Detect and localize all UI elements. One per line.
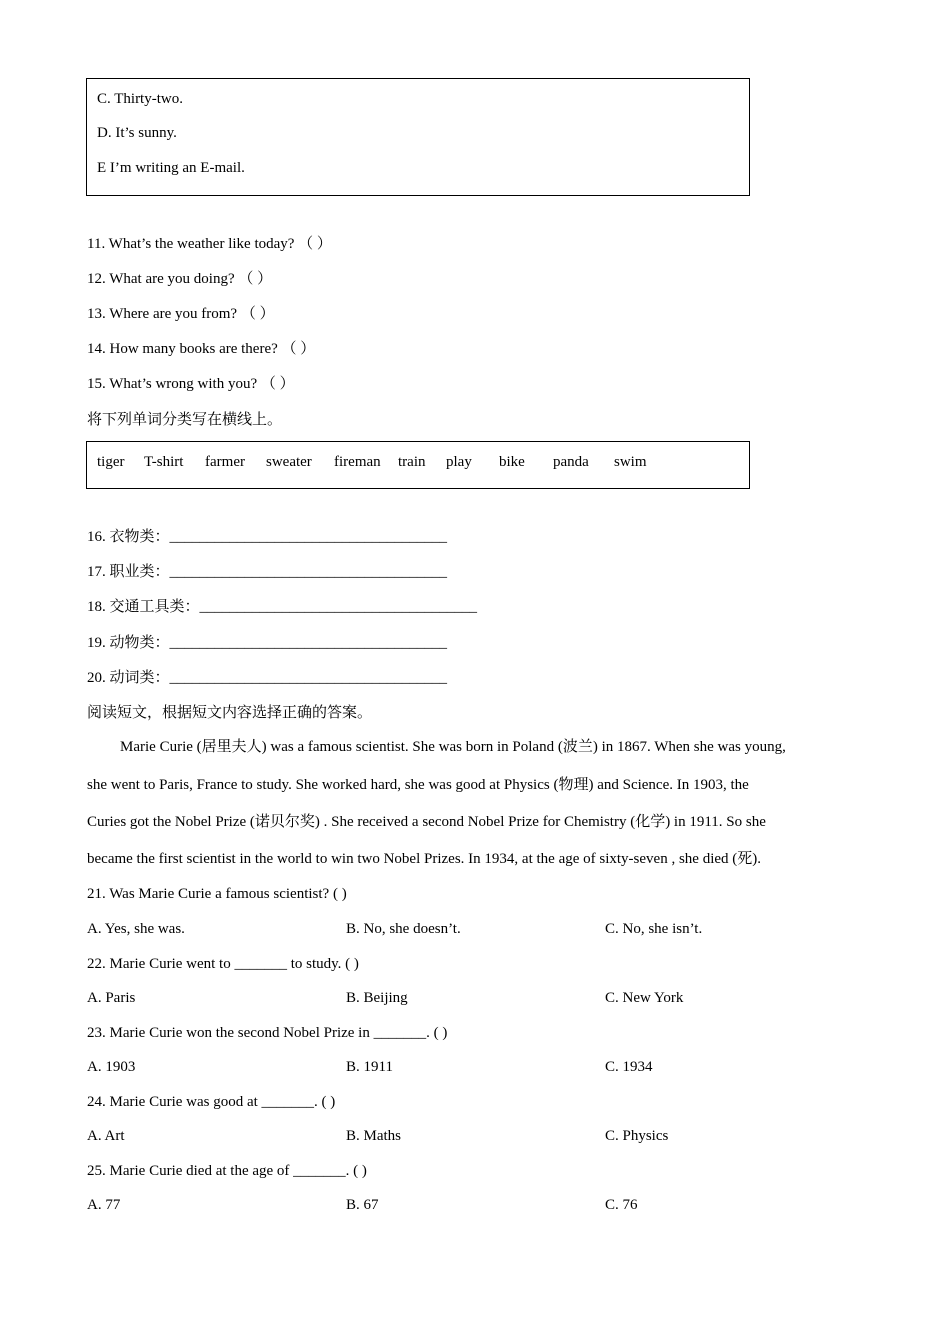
word-bank-item: swim xyxy=(614,454,647,470)
word-bank-item: sweater xyxy=(266,454,312,470)
q21-option-c: C. No, she isn’t. xyxy=(605,921,703,937)
q23-option-b: B. 1911 xyxy=(346,1059,393,1075)
word-bank-item: play xyxy=(446,454,472,470)
option-d: D. It’s sunny. xyxy=(97,125,177,141)
question-12: 12. What are you doing? （ ） xyxy=(87,271,273,287)
answer-options-box xyxy=(86,78,750,196)
q24-option-b: B. Maths xyxy=(346,1128,402,1144)
classify-item-17: 17. 职业类：_____________________________________ xyxy=(87,564,448,580)
classify-item-16: 16. 衣物类：_____________________________________ xyxy=(87,529,448,545)
word-bank-item: tiger xyxy=(97,454,125,470)
question-15: 15. What’s wrong with you? （ ） xyxy=(87,376,295,392)
classify-instruction: 将下列单词分类写在横线上。 xyxy=(87,412,283,428)
option-c: C. Thirty-two. xyxy=(97,91,183,107)
word-bank-item: fireman xyxy=(334,454,381,470)
reading-question-24: 24. Marie Curie was good at _______. ( ) xyxy=(87,1094,336,1110)
q22-option-b: B. Beijing xyxy=(346,990,408,1006)
q25-option-a: A. 77 xyxy=(87,1197,121,1213)
classify-item-20: 20. 动词类：_____________________________________ xyxy=(87,670,448,686)
word-bank-item: farmer xyxy=(205,454,245,470)
q23-option-c: C. 1934 xyxy=(605,1059,653,1075)
question-14: 14. How many books are there? （ ） xyxy=(87,341,316,357)
word-bank-item: train xyxy=(398,454,426,470)
q24-option-c: C. Physics xyxy=(605,1128,669,1144)
passage-line: Marie Curie (居里夫人) was a famous scientist. She was born in Poland (波兰) in 1867. When she was young, xyxy=(120,739,786,755)
reading-question-22: 22. Marie Curie went to _______ to study. ( ) xyxy=(87,956,359,972)
word-bank-item: panda xyxy=(553,454,589,470)
q21-option-b: B. No, she doesn’t. xyxy=(346,921,461,937)
reading-question-25: 25. Marie Curie died at the age of _______. ( ) xyxy=(87,1163,367,1179)
reading-question-23: 23. Marie Curie won the second Nobel Prize in _______. ( ) xyxy=(87,1025,448,1041)
q25-option-c: C. 76 xyxy=(605,1197,638,1213)
passage-line: Curies got the Nobel Prize (诺贝尔奖) . She received a second Nobel Prize for Chemistry (化学) in 1911. So she xyxy=(87,814,766,830)
q22-option-a: A. Paris xyxy=(87,990,136,1006)
reading-instruction: 阅读短文，根据短文内容选择正确的答案。 xyxy=(87,705,373,721)
passage-line: she went to Paris, France to study. She worked hard, she was good at Physics (物理) and Science. In 1903, the xyxy=(87,777,749,793)
option-e: E I’m writing an E-mail. xyxy=(97,160,245,176)
classify-item-18: 18. 交通工具类：_____________________________________ xyxy=(87,599,478,615)
q22-option-c: C. New York xyxy=(605,990,684,1006)
question-11: 11. What’s the weather like today? （ ） xyxy=(87,236,332,252)
word-bank-item: T-shirt xyxy=(144,454,184,470)
passage-line: became the first scientist in the world to win two Nobel Prizes. In 1934, at the age of sixty-seven , she died (死). xyxy=(87,851,762,867)
word-bank-item: bike xyxy=(499,454,525,470)
q24-option-a: A. Art xyxy=(87,1128,125,1144)
classify-item-19: 19. 动物类：_____________________________________ xyxy=(87,635,448,651)
word-bank-box xyxy=(86,441,750,489)
question-13: 13. Where are you from? （ ） xyxy=(87,306,275,322)
q25-option-b: B. 67 xyxy=(346,1197,379,1213)
q23-option-a: A. 1903 xyxy=(87,1059,136,1075)
q21-option-a: A. Yes, she was. xyxy=(87,921,185,937)
reading-question-21: 21. Was Marie Curie a famous scientist? ( ) xyxy=(87,886,347,902)
